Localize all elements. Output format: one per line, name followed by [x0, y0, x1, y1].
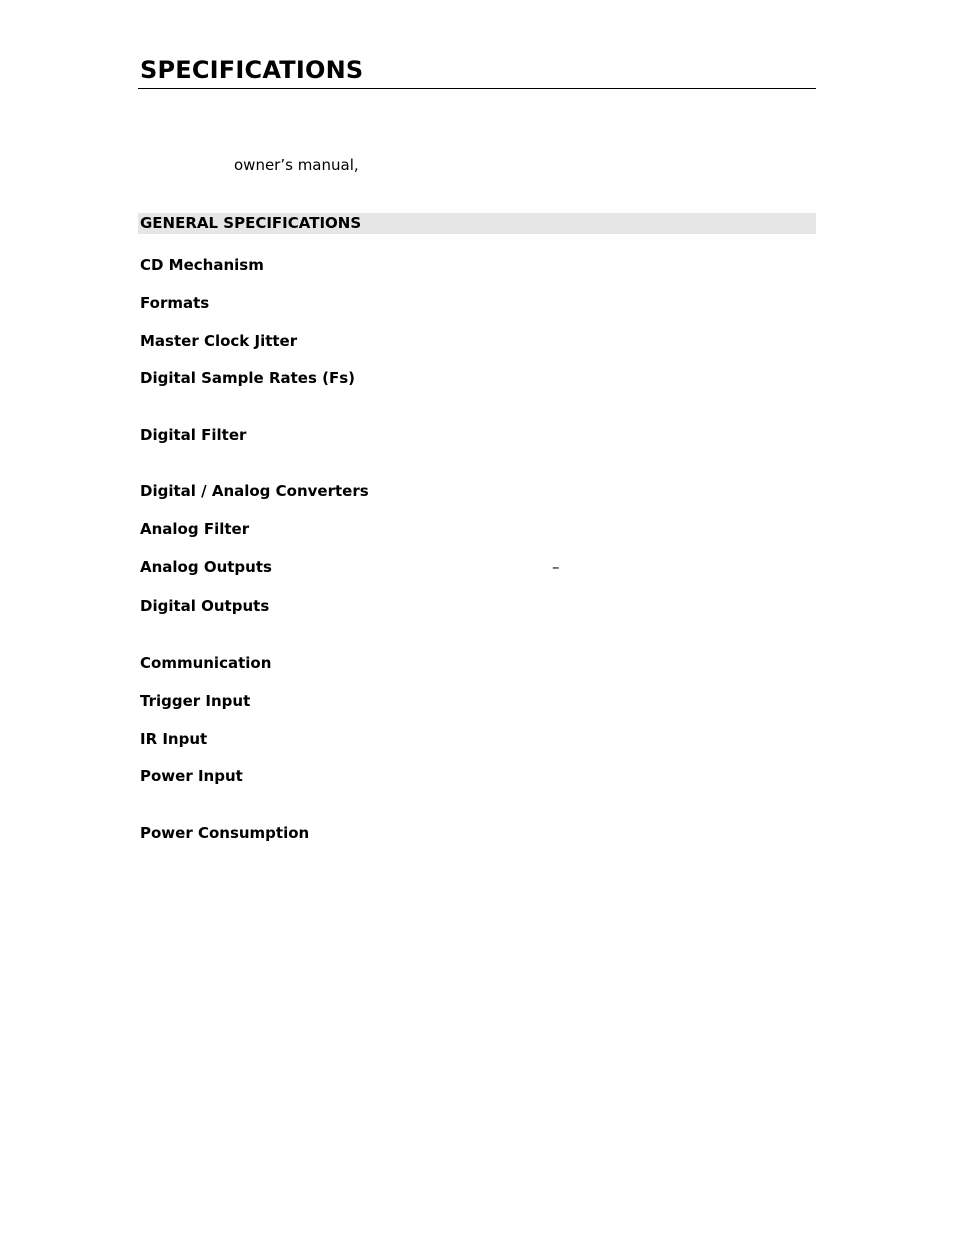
- spec-label-trigger-input: Trigger Input: [140, 692, 251, 710]
- section-header-general-specifications: [138, 213, 816, 234]
- spec-value-analog-outputs: –: [552, 558, 560, 576]
- spec-label-cd-mechanism: CD Mechanism: [140, 256, 264, 274]
- spec-label-power-consumption: Power Consumption: [140, 824, 310, 842]
- page-title: SPECIFICATIONS: [140, 56, 364, 84]
- intro-text: owner’s manual,: [234, 156, 359, 174]
- spec-label-digital-analog-converters: Digital / Analog Converters: [140, 482, 369, 500]
- spec-label-communication: Communication: [140, 654, 272, 672]
- spec-label-digital-sample-rates: Digital Sample Rates (Fs): [140, 369, 356, 387]
- spec-label-digital-outputs: Digital Outputs: [140, 597, 270, 615]
- spec-label-formats: Formats: [140, 294, 210, 312]
- spec-label-analog-outputs: Analog Outputs: [140, 558, 272, 576]
- spec-label-digital-filter: Digital Filter: [140, 426, 247, 444]
- spec-label-master-clock-jitter: Master Clock Jitter: [140, 332, 298, 350]
- section-header-label: GENERAL SPECIFICATIONS: [140, 214, 362, 232]
- spec-label-analog-filter: Analog Filter: [140, 520, 250, 538]
- spec-label-ir-input: IR Input: [140, 730, 208, 748]
- title-divider: [138, 88, 816, 89]
- spec-label-power-input: Power Input: [140, 767, 243, 785]
